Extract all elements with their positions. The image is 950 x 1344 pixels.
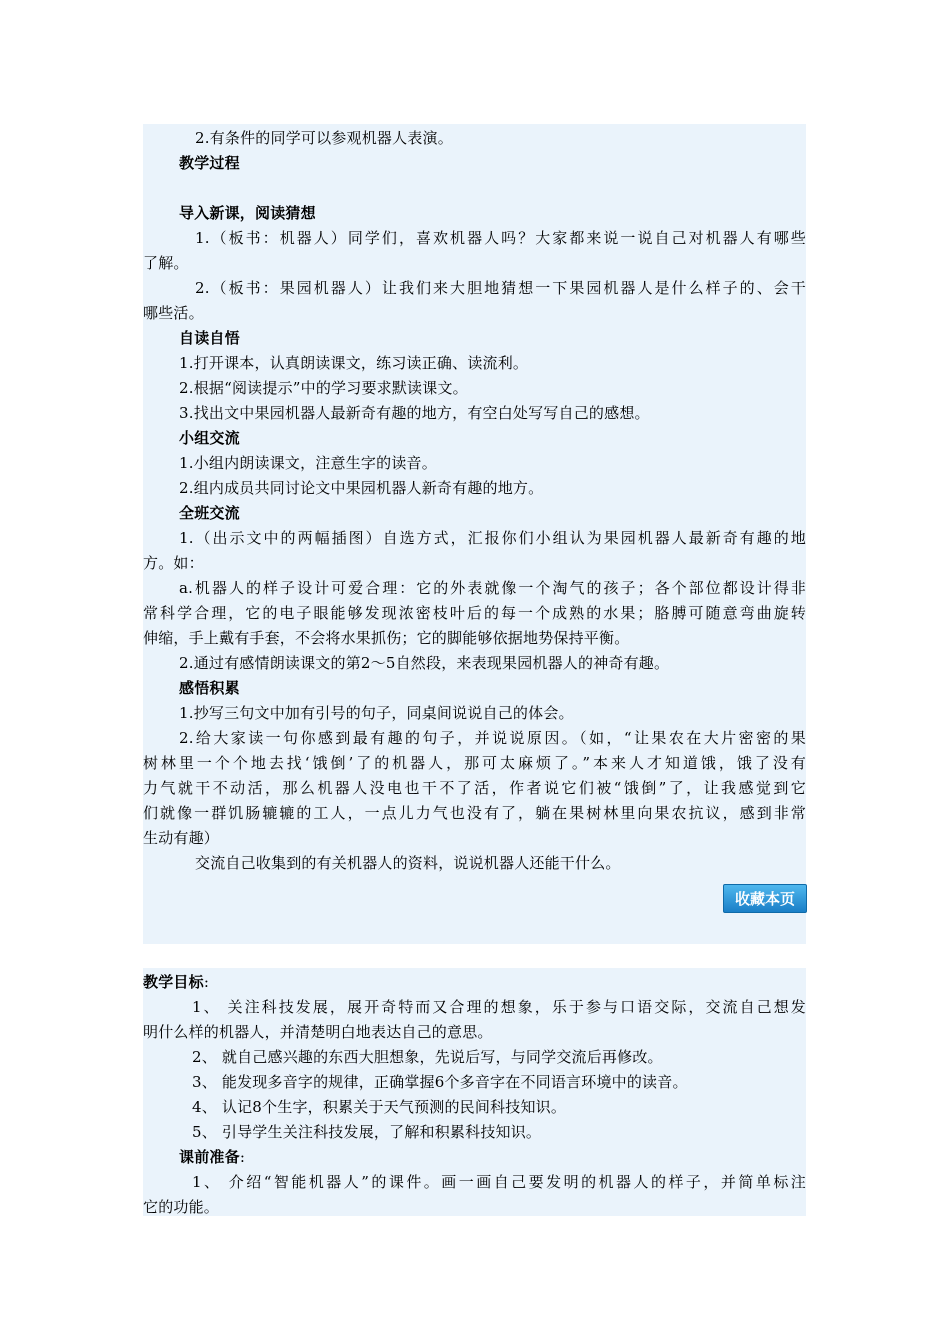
heading-accumulate: 感悟积累 [179,679,240,697]
heading-goals-row [143,970,806,995]
class-item-2: 2.通过有感情朗读课文的第2～5自然段，来表现果园机器人的神奇有趣。 [179,654,670,672]
heading-prep: 课前准备 [179,1148,240,1166]
prep-item-1-cont: 它的功能。 [143,1198,220,1216]
class-item-a: a.机器人的样子设计可爱合理：它的外表就像一个淘气的孩子；各个部位都设计得非 [179,579,806,597]
accum-item-2-cont-2: 力气就干不动活，那么机器人没电也干不了活，作者说它们被“饿倒”了，让我感觉到它 [143,779,806,797]
goal-item-2: 2、 就自己感兴趣的东西大胆想象，先说后写，与同学交流后再修改。 [192,1048,663,1066]
intro-item-1-cont: 了解。 [143,254,189,272]
selfread-item-3: 3.找出文中果园机器人最新奇有趣的地方，有空白处写写自己的感想。 [179,404,650,422]
class-item-a-cont-1: 常科学合理，它的电子眼能够发现浓密枝叶后的每一个成熟的水果；胳膊可随意弯曲旋转 [143,604,806,622]
goal-item-4: 4、 认记8个生字，积累关于天气预测的民间科技知识。 [192,1098,567,1116]
group-item-2: 2.组内成员共同讨论文中果园机器人新奇有趣的地方。 [179,479,544,497]
heading-self-read: 自读自悟 [179,329,240,347]
selfread-item-1: 1.打开课本，认真朗读课文，练习读正确、读流利。 [179,354,529,372]
heading-prep-row [143,1145,806,1170]
goals-colon: : [203,973,210,991]
class-item-a-cont-2: 伸缩，手上戴有手套，不会将水果抓伤；它的脚能够依据地势保持平衡。 [143,629,630,647]
prep-item-1: 1、 介绍“智能机器人”的课件。画一画自己要发明的机器人的样子，并简单标注 [192,1173,806,1191]
selfread-item-2: 2.根据“阅读提示”中的学习要求默读课文。 [179,379,468,397]
class-item-1-cont: 方。如： [143,554,204,572]
intro-item-2: 2.（板书：果园机器人）让我们来大胆地猜想一下果园机器人是什么样子的、会干 [195,279,806,297]
group-item-1: 1.小组内朗读课文，注意生字的读音。 [179,454,437,472]
prep-colon: : [239,1148,246,1166]
accum-item-1: 1.抄写三句文中加有引号的句子，同桌间说说自己的体会。 [179,704,574,722]
heading-teaching-process: 教学过程 [179,154,240,172]
accum-item-2-cont-4: 生动有趣） [143,829,220,847]
bookmark-page-button[interactable]: 收藏本页 [723,884,807,913]
accum-item-2: 2.给大家读一句你感到最有趣的句子，并说说原因。（如，“让果农在大片密密的果 [179,729,806,747]
intro-item-1: 1.（板书：机器人）同学们，喜欢机器人吗？大家都来说一说自己对机器人有哪些 [195,229,806,247]
heading-goals: 教学目标 [143,973,204,991]
prep-item-2: 2.有条件的同学可以参观机器人表演。 [195,129,453,147]
heading-group: 小组交流 [179,429,240,447]
class-item-1: 1.（出示文中的两幅插图）自选方式，汇报你们小组认为果园机器人最新奇有趣的地 [179,529,806,547]
heading-intro: 导入新课，阅读猜想 [179,204,316,222]
heading-class: 全班交流 [179,504,240,522]
goal-item-3: 3、 能发现多音字的规律，正确掌握6个多音字在不同语言环境中的读音。 [192,1073,688,1091]
goal-item-1-cont: 明什么样的机器人，并清楚明白地表达自己的意思。 [143,1023,493,1041]
accum-item-2-cont-3: 们就像一群饥肠辘辘的工人，一点儿力气也没有了，躺在果树林里向果农抗议，感到非常 [143,804,806,822]
goal-item-5: 5、 引导学生关注科技发展，了解和积累科技知识。 [192,1123,542,1141]
exchange-text: 交流自己收集到的有关机器人的资料，说说机器人还能干什么。 [195,854,621,872]
accum-item-2-cont-1: 树林里一个个地去找‘饿倒’了的机器人，那可太麻烦了。”本来人才知道饿，饿了没有 [143,754,806,772]
goal-item-1: 1、 关注科技发展，展开奇特而又合理的想象，乐于参与口语交际，交流自己想发 [192,998,806,1016]
intro-item-2-cont: 哪些活。 [143,304,204,322]
